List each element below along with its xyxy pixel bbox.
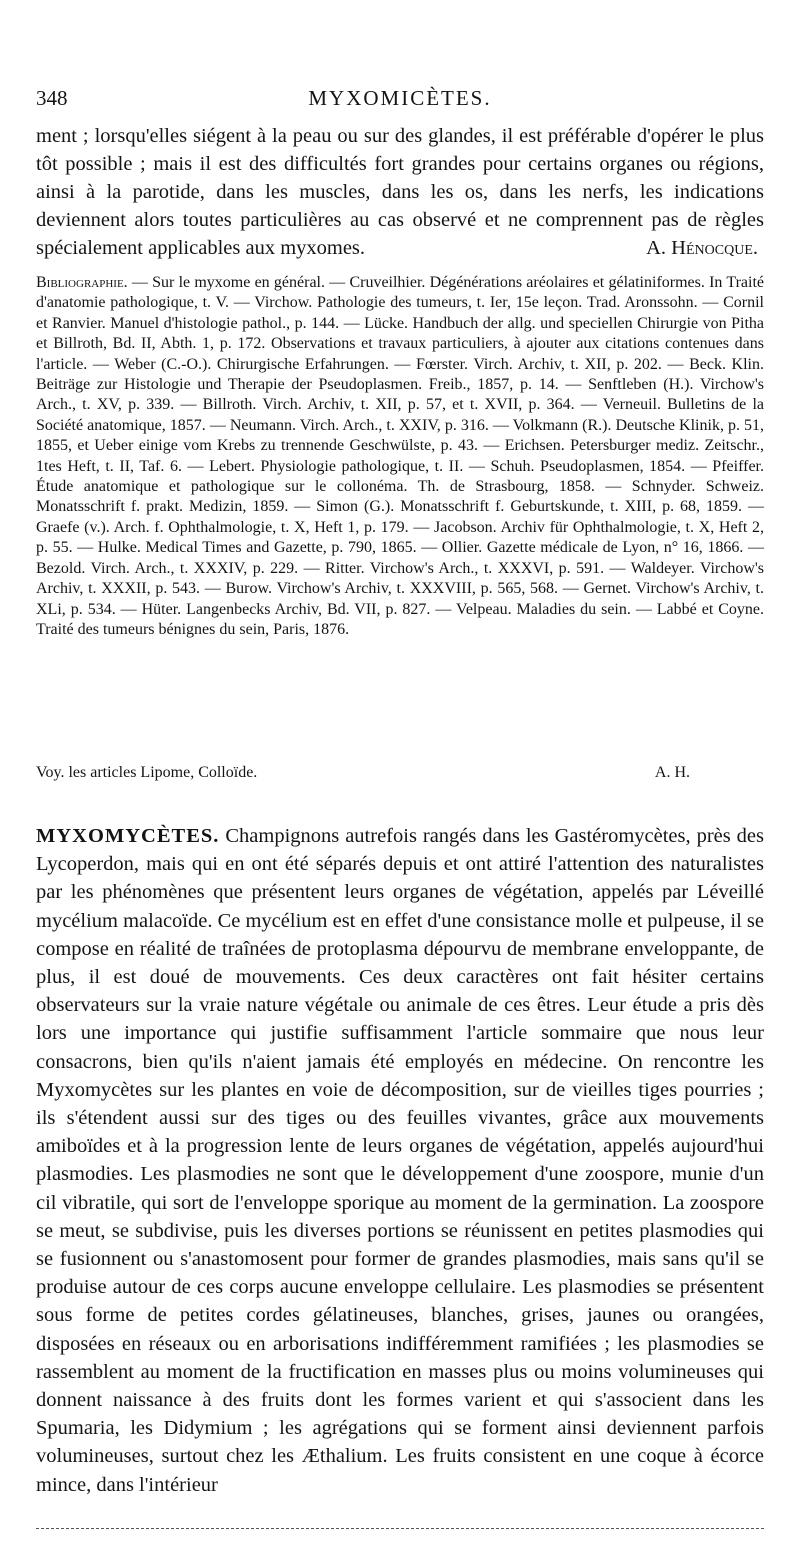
article-headword: MYXOMYCÈTES. [36,825,220,847]
footer-dashed-rule [36,1528,764,1529]
page-number: 348 [36,86,68,110]
running-title: MYXOMICÈTES. [308,86,492,110]
see-also-note: Voy. les articles Lipome, Colloïde. [36,764,258,781]
article-body-text: Champignons autrefois rangés dans les Gastéromycètes, près des Lycoperdon, mais qui en ont été séparés depuis et ont attiré l'attention des naturalistes par les phénomènes que présentent leurs organes de végétation, appelés par Léveillé mycélium malacoïde. Ce mycélium est en effet d'une consistance molle et pulpeuse, il se compose en réalité de traînées de protoplasma dépourvu de membrane enveloppante, de plus, il est doué de mouvements. Ces deux caractères ont fait hésiter certains observateurs sur la vraie nature végétale ou animale de ces êtres. Leur étude a pris dès lors une importance qui justifie suffisamment l'article sommaire que nous leur consacrons, bien qu'ils n'aient jamais été employés en médecine. On rencontre les Myxomycètes sur les plantes en voie de décomposition, sur de vieilles tiges pourries ; ils s'étendent aussi sur des tiges ou des feuilles vivantes, grâce aux mouvements amiboïdes et à la progression lente de leurs organes de végétation, appelés aujourd'hui plasmodies. Les plasmodies ne sont que le développement d'une zoospore, munie d'un cil vibratile, qui sort de l'enveloppe sporique au moment de la germination. La zoospore se meut, se subdivise, puis les diverses portions se réunissent en petites plasmodies qui se fusionnent ou s'anastomosent pour former de grandes plasmodies, mais sans qu'il se produise autour de ces corps aucune enveloppe cellulaire. Les plasmodies se présentent sous forme de petites cordes gélatineuses, blanches, grises, jaunes ou orangées, disposées en réseaux ou en arborisations indifféremment ramifiées ; les plasmodies se rassemblent au moment de la fructification en masses plus ou moins volumineuses qui donnent naissance à des fruits dont les formes varient et qui s'associent dans les Spumaria, les Didymium ; les agrégations qui se forment ainsi deviennent parfois volumineuses, surtout chez les Æthalium. Les fruits consistent en une coque à écorce mince, dans l'intérieur [36,825,764,1496]
bibliography-signoff [36,763,764,783]
bibliography-section [36,273,764,640]
author-initials: A. H. [654,764,690,781]
continuation-paragraph [36,122,764,262]
bibliography-text: — Sur le myxome en général. — Cruveilhier. Dégénérations aréolaires et gélatiniformes. In Traité d'anatomie pathologique, t. V. — Virchow. Pathologie des tumeurs, t. Ier, 15e leçon. Trad. Aronssohn. — Cornil et Ranvier. Manuel d'histologie pathol., p. 144. — Lücke. Handbuch der allg. und speciellen Chirurgie von Pitha et Billroth, Bd. II, Abth. 1, p. 172. Observations et travaux particuliers, à ajouter aux citations contenues dans l'article. — Weber (C.-O.). Chirurgische Erfahrungen. — Fœrster. Virch. Archiv, t. XII, p. 202. — Beck. Klin. Beiträge zur Histologie und Therapie der Pseudoplasmen. Freib., 1857, p. 14. — Senftleben (H.). Virchow's Arch., t. XV, p. 339. — Billroth. Virch. Archiv, t. XII, p. 57, et t. XVII, p. 364. — Verneuil. Bulletins de la Société anatomique, 1857. — Neumann. Virch. Arch., t. XXIV, p. 316. — Volkmann (R.). Deutsche Klinik, p. 51, 1855, et Ueber einige vom Krebs zu trennende Geschwülste, p. 43. — Erichsen. Petersburger mediz. Zeitschr., 1tes Heft, t. II, Taf. 6. — Lebert. Physiologie pathologique, t. II. — Schuh. Pseudoplasmen, 1854. — Pfeiffer. Étude anatomique et pathologique sur le collonéma. Th. de Strasbourg, 1858. — Schnyder. Schweiz. Monatsschrift f. prakt. Medizin, 1859. — Simon (G.). Monatsschrift f. Geburtskunde, t. XIII, p. 68, 1859. — Graefe (v.). Arch. f. Ophthalmologie, t. X, Heft 1, p. 179. — Jacobson. Archiv für Ophthalmologie, t. X, Heft 2, p. 55. — Hulke. Medical Times and Gazette, p. 790, 1865. — Ollier. Gazette médicale de Lyon, n° 16, 1866. — Bezold. Virch. Arch., t. XXXIV, p. 229. — Ritter. Virchow's Arch., t. XXXVI, p. 591. — Waldeyer. Virchow's Archiv, t. XXXII, p. 543. — Burow. Virchow's Archiv, t. XXXVIII, p. 565, 568. — Gernet. Virchow's Archiv, t. XLi, p. 534. — Hüter. Langenbecks Archiv, Bd. VII, p. 827. — Velpeau. Maladies du sein. — Labbé et Coyne. Traité des tumeurs bénignes du sein, Paris, 1876. [36,274,764,638]
continuation-text: ment ; lorsqu'elles siégent à la peau ou sur des glandes, il est préférable d'opérer le plus tôt possible ; mais il est des difficultés fort grandes pour certains organes ou régions, ainsi à la parotide, dans les muscles, dans les os, dans les nerfs, les indications deviennent alors toutes particulières au cas observé et ne comprennent pas de règles spécialement applicables aux myxomes. [36,125,764,259]
article-myxomycetes [36,822,764,1499]
author-signature: A. Hénocque. [646,237,758,259]
bibliography-label: Bibliographie. [36,274,128,291]
running-head [36,86,764,116]
